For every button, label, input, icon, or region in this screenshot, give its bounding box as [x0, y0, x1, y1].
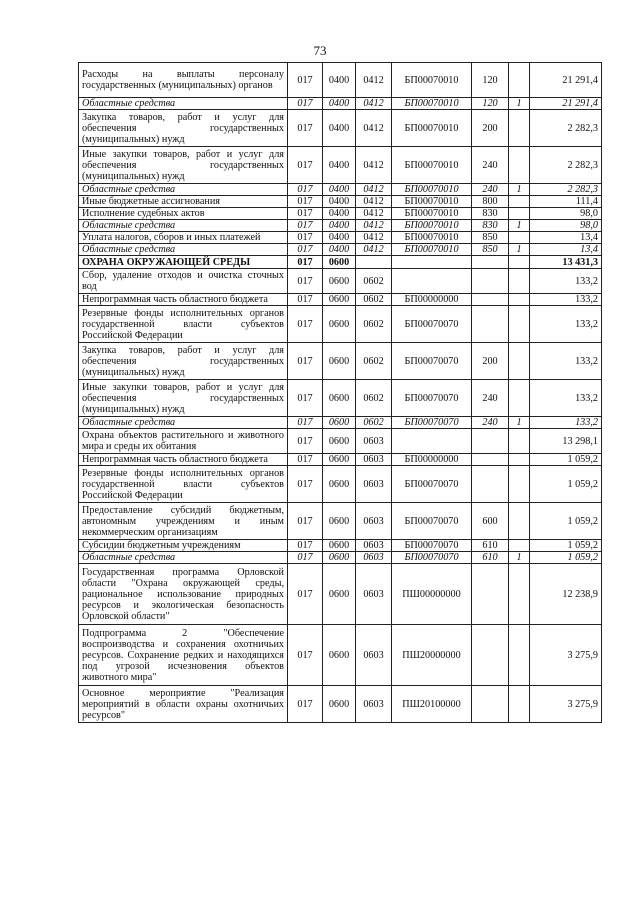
row-sum: 133,2: [530, 306, 602, 343]
row-name: Основное мероприятие "Реализация мероприятий в области охраны охотничьих ресурсов": [79, 686, 288, 723]
row-section-code: 0400: [323, 147, 356, 184]
table-row: [79, 552, 602, 564]
row-section-code: 0400: [323, 98, 356, 110]
row-gr-code: 017: [288, 429, 323, 454]
row-name: ОХРАНА ОКРУЖАЮЩЕЙ СРЕДЫ: [79, 256, 288, 269]
row-name: Предоставление субсидий бюджетным, автономным учреждениям и иным некоммерческим организациям: [79, 503, 288, 540]
row-expense-type: [472, 686, 509, 723]
row-subsection-code: 0412: [356, 220, 392, 232]
row-sum: 1 059,2: [530, 503, 602, 540]
row-section-code: 0400: [323, 184, 356, 196]
row-source-code: 1: [509, 552, 530, 564]
row-expense-type: 600: [472, 503, 509, 540]
row-name: Резервные фонды исполнительных органов государственной власти субъектов Российской Федерации: [79, 466, 288, 503]
row-target-code: БП00070010: [392, 98, 472, 110]
row-section-code: 0400: [323, 208, 356, 220]
row-target-code: БП00070010: [392, 110, 472, 147]
row-gr-code: 017: [288, 98, 323, 110]
row-gr-code: 017: [288, 417, 323, 429]
row-target-code: ПШ20000000: [392, 625, 472, 686]
row-name: Резервные фонды исполнительных органов государственной власти субъектов Российской Федерации: [79, 306, 288, 343]
row-source-code: [509, 343, 530, 380]
row-gr-code: 017: [288, 686, 323, 723]
row-name: Иные закупки товаров, работ и услуг для обеспечения государственных (муниципальных) нужд: [79, 380, 288, 417]
row-gr-code: 017: [288, 564, 323, 625]
table-row: [79, 306, 602, 343]
row-source-code: [509, 63, 530, 98]
table-row: [79, 625, 602, 686]
row-subsection-code: 0412: [356, 98, 392, 110]
row-section-code: 0600: [323, 306, 356, 343]
table-row: [79, 564, 602, 625]
table-row: [79, 98, 602, 110]
row-sum: 1 059,2: [530, 552, 602, 564]
row-expense-type: 830: [472, 208, 509, 220]
row-subsection-code: 0603: [356, 429, 392, 454]
row-name: Областные средства: [79, 244, 288, 256]
row-gr-code: 017: [288, 343, 323, 380]
row-sum: 111,4: [530, 196, 602, 208]
row-gr-code: 017: [288, 196, 323, 208]
row-target-code: БП00070070: [392, 466, 472, 503]
row-subsection-code: 0412: [356, 184, 392, 196]
row-name: Охрана объектов растительного и животного мира и среды их обитания: [79, 429, 288, 454]
row-expense-type: 830: [472, 220, 509, 232]
row-sum: 1 059,2: [530, 540, 602, 552]
row-target-code: БП00070010: [392, 184, 472, 196]
row-expense-type: 850: [472, 244, 509, 256]
row-section-code: 0400: [323, 220, 356, 232]
row-expense-type: 610: [472, 552, 509, 564]
row-subsection-code: [356, 256, 392, 269]
row-expense-type: [472, 564, 509, 625]
row-subsection-code: 0602: [356, 417, 392, 429]
row-section-code: 0400: [323, 232, 356, 244]
row-gr-code: 017: [288, 380, 323, 417]
row-section-code: 0400: [323, 110, 356, 147]
row-gr-code: 017: [288, 269, 323, 294]
row-target-code: ПШ20100000: [392, 686, 472, 723]
row-gr-code: 017: [288, 552, 323, 564]
row-sum: 13,4: [530, 232, 602, 244]
row-subsection-code: 0603: [356, 625, 392, 686]
row-section-code: 0600: [323, 380, 356, 417]
row-subsection-code: 0602: [356, 306, 392, 343]
row-expense-type: 120: [472, 63, 509, 98]
row-name: Подпрограмма 2 "Обеспечение воспроизводства и сохранения охотничьих ресурсов. Сохранение редких и находящихся под угрозой исчезновения объектов животного мира": [79, 625, 288, 686]
row-source-code: [509, 686, 530, 723]
row-source-code: [509, 564, 530, 625]
table-row: [79, 196, 602, 208]
table-row: [79, 454, 602, 466]
row-section-code: 0400: [323, 63, 356, 98]
row-source-code: [509, 110, 530, 147]
row-section-code: 0600: [323, 552, 356, 564]
row-name: Иные закупки товаров, работ и услуг для обеспечения государственных (муниципальных) нужд: [79, 147, 288, 184]
row-source-code: [509, 232, 530, 244]
row-expense-type: 200: [472, 110, 509, 147]
row-subsection-code: 0412: [356, 232, 392, 244]
row-section-code: 0600: [323, 503, 356, 540]
row-target-code: БП00070070: [392, 552, 472, 564]
row-subsection-code: 0603: [356, 540, 392, 552]
row-section-code: 0600: [323, 564, 356, 625]
row-sum: 3 275,9: [530, 686, 602, 723]
row-name: Непрограммная часть областного бюджета: [79, 294, 288, 306]
row-sum: 13 298,1: [530, 429, 602, 454]
row-gr-code: 017: [288, 208, 323, 220]
row-sum: 21 291,4: [530, 98, 602, 110]
row-gr-code: 017: [288, 110, 323, 147]
row-target-code: [392, 269, 472, 294]
row-expense-type: 240: [472, 147, 509, 184]
row-expense-type: 800: [472, 196, 509, 208]
row-subsection-code: 0603: [356, 564, 392, 625]
row-source-code: [509, 625, 530, 686]
row-source-code: [509, 306, 530, 343]
table-row: [79, 503, 602, 540]
row-gr-code: 017: [288, 244, 323, 256]
row-section-code: 0600: [323, 686, 356, 723]
row-name: Расходы на выплаты персоналу государственных (муниципальных) органов: [79, 63, 288, 98]
row-sum: 133,2: [530, 380, 602, 417]
row-expense-type: 200: [472, 343, 509, 380]
row-sum: 1 059,2: [530, 466, 602, 503]
row-source-code: 1: [509, 98, 530, 110]
row-sum: 3 275,9: [530, 625, 602, 686]
row-expense-type: [472, 429, 509, 454]
row-section-code: 0400: [323, 244, 356, 256]
row-source-code: [509, 196, 530, 208]
row-name: Областные средства: [79, 98, 288, 110]
table-row: [79, 256, 602, 269]
row-source-code: [509, 147, 530, 184]
row-gr-code: 017: [288, 63, 323, 98]
row-target-code: ПШ00000000: [392, 564, 472, 625]
row-section-code: 0600: [323, 540, 356, 552]
row-sum: 133,2: [530, 417, 602, 429]
row-subsection-code: 0603: [356, 552, 392, 564]
row-subsection-code: 0412: [356, 147, 392, 184]
row-expense-type: 850: [472, 232, 509, 244]
row-target-code: БП00070010: [392, 196, 472, 208]
row-sum: 133,2: [530, 294, 602, 306]
row-sum: 13,4: [530, 244, 602, 256]
row-subsection-code: 0603: [356, 503, 392, 540]
row-gr-code: 017: [288, 625, 323, 686]
row-sum: 133,2: [530, 269, 602, 294]
row-target-code: [392, 256, 472, 269]
row-expense-type: 240: [472, 184, 509, 196]
table-row: [79, 110, 602, 147]
row-gr-code: 017: [288, 503, 323, 540]
row-section-code: 0600: [323, 343, 356, 380]
row-name: Областные средства: [79, 417, 288, 429]
row-sum: 98,0: [530, 208, 602, 220]
table-row: [79, 343, 602, 380]
row-section-code: 0600: [323, 429, 356, 454]
row-target-code: БП00070070: [392, 343, 472, 380]
row-source-code: [509, 429, 530, 454]
budget-table-body: [79, 63, 602, 723]
row-subsection-code: 0412: [356, 244, 392, 256]
row-expense-type: [472, 269, 509, 294]
row-expense-type: [472, 454, 509, 466]
row-subsection-code: 0603: [356, 454, 392, 466]
row-target-code: БП00070070: [392, 503, 472, 540]
row-target-code: БП00070010: [392, 232, 472, 244]
row-subsection-code: 0412: [356, 110, 392, 147]
row-target-code: БП00000000: [392, 294, 472, 306]
row-target-code: БП00070070: [392, 306, 472, 343]
row-expense-type: 610: [472, 540, 509, 552]
row-subsection-code: 0412: [356, 196, 392, 208]
row-sum: 13 431,3: [530, 256, 602, 269]
row-expense-type: 120: [472, 98, 509, 110]
table-row: [79, 294, 602, 306]
table-row: [79, 220, 602, 232]
row-section-code: 0600: [323, 625, 356, 686]
row-source-code: [509, 503, 530, 540]
row-subsection-code: 0602: [356, 269, 392, 294]
row-gr-code: 017: [288, 147, 323, 184]
table-row: [79, 244, 602, 256]
row-name: Областные средства: [79, 220, 288, 232]
row-gr-code: 017: [288, 220, 323, 232]
row-subsection-code: 0602: [356, 294, 392, 306]
row-expense-type: [472, 306, 509, 343]
row-sum: 2 282,3: [530, 184, 602, 196]
row-source-code: [509, 454, 530, 466]
row-section-code: 0600: [323, 294, 356, 306]
row-gr-code: 017: [288, 232, 323, 244]
row-source-code: [509, 208, 530, 220]
table-row: [79, 380, 602, 417]
row-expense-type: 240: [472, 417, 509, 429]
row-section-code: 0400: [323, 196, 356, 208]
row-name: Закупка товаров, работ и услуг для обеспечения государственных (муниципальных) нужд: [79, 343, 288, 380]
row-name: Субсидии бюджетным учреждениям: [79, 540, 288, 552]
table-row: [79, 429, 602, 454]
row-name: Государственная программа Орловской области "Охрана окружающей среды, рациональное использование природных ресурсов и экологическая безопасность Орловской области": [79, 564, 288, 625]
row-gr-code: 017: [288, 540, 323, 552]
row-section-code: 0600: [323, 466, 356, 503]
row-sum: 2 282,3: [530, 147, 602, 184]
row-expense-type: [472, 625, 509, 686]
row-expense-type: [472, 466, 509, 503]
row-subsection-code: 0602: [356, 380, 392, 417]
row-expense-type: [472, 294, 509, 306]
row-name: Уплата налогов, сборов и иных платежей: [79, 232, 288, 244]
row-name: Областные средства: [79, 552, 288, 564]
row-gr-code: 017: [288, 294, 323, 306]
row-section-code: 0600: [323, 454, 356, 466]
row-source-code: [509, 466, 530, 503]
table-row: [79, 184, 602, 196]
page-number: 73: [313, 43, 327, 58]
row-sum: 2 282,3: [530, 110, 602, 147]
row-source-code: [509, 269, 530, 294]
row-subsection-code: 0603: [356, 686, 392, 723]
row-source-code: 1: [509, 417, 530, 429]
row-target-code: БП00070070: [392, 417, 472, 429]
row-gr-code: 017: [288, 184, 323, 196]
table-row: [79, 147, 602, 184]
row-name: Иные бюджетные ассигнования: [79, 196, 288, 208]
row-target-code: [392, 429, 472, 454]
row-subsection-code: 0603: [356, 466, 392, 503]
table-row: [79, 269, 602, 294]
row-source-code: [509, 256, 530, 269]
row-subsection-code: 0602: [356, 343, 392, 380]
row-target-code: БП00070010: [392, 244, 472, 256]
row-expense-type: [472, 256, 509, 269]
row-section-code: 0600: [323, 417, 356, 429]
row-gr-code: 017: [288, 454, 323, 466]
row-target-code: БП00070070: [392, 540, 472, 552]
row-name: Сбор, удаление отходов и очистка сточных вод: [79, 269, 288, 294]
row-target-code: БП00070010: [392, 220, 472, 232]
row-subsection-code: 0412: [356, 63, 392, 98]
row-target-code: БП00000000: [392, 454, 472, 466]
row-name: Областные средства: [79, 184, 288, 196]
row-gr-code: 017: [288, 466, 323, 503]
row-target-code: БП00070010: [392, 147, 472, 184]
row-expense-type: 240: [472, 380, 509, 417]
table-row: [79, 417, 602, 429]
row-source-code: [509, 294, 530, 306]
row-subsection-code: 0412: [356, 208, 392, 220]
row-section-code: 0600: [323, 256, 356, 269]
row-target-code: БП00070010: [392, 208, 472, 220]
row-source-code: [509, 380, 530, 417]
table-row: [79, 63, 602, 98]
row-sum: 1 059,2: [530, 454, 602, 466]
row-source-code: [509, 540, 530, 552]
row-name: Непрограммная часть областного бюджета: [79, 454, 288, 466]
row-sum: 21 291,4: [530, 63, 602, 98]
row-source-code: 1: [509, 184, 530, 196]
row-source-code: 1: [509, 244, 530, 256]
budget-table: [78, 62, 602, 723]
row-target-code: БП00070010: [392, 63, 472, 98]
row-name: Исполнение судебных актов: [79, 208, 288, 220]
row-section-code: 0600: [323, 269, 356, 294]
table-row: [79, 232, 602, 244]
table-row: [79, 466, 602, 503]
row-sum: 98,0: [530, 220, 602, 232]
table-row: [79, 686, 602, 723]
row-name: Закупка товаров, работ и услуг для обеспечения государственных (муниципальных) нужд: [79, 110, 288, 147]
row-gr-code: 017: [288, 256, 323, 269]
row-sum: 12 238,9: [530, 564, 602, 625]
row-sum: 133,2: [530, 343, 602, 380]
row-target-code: БП00070070: [392, 380, 472, 417]
row-source-code: 1: [509, 220, 530, 232]
row-gr-code: 017: [288, 306, 323, 343]
table-row: [79, 540, 602, 552]
table-row: [79, 208, 602, 220]
